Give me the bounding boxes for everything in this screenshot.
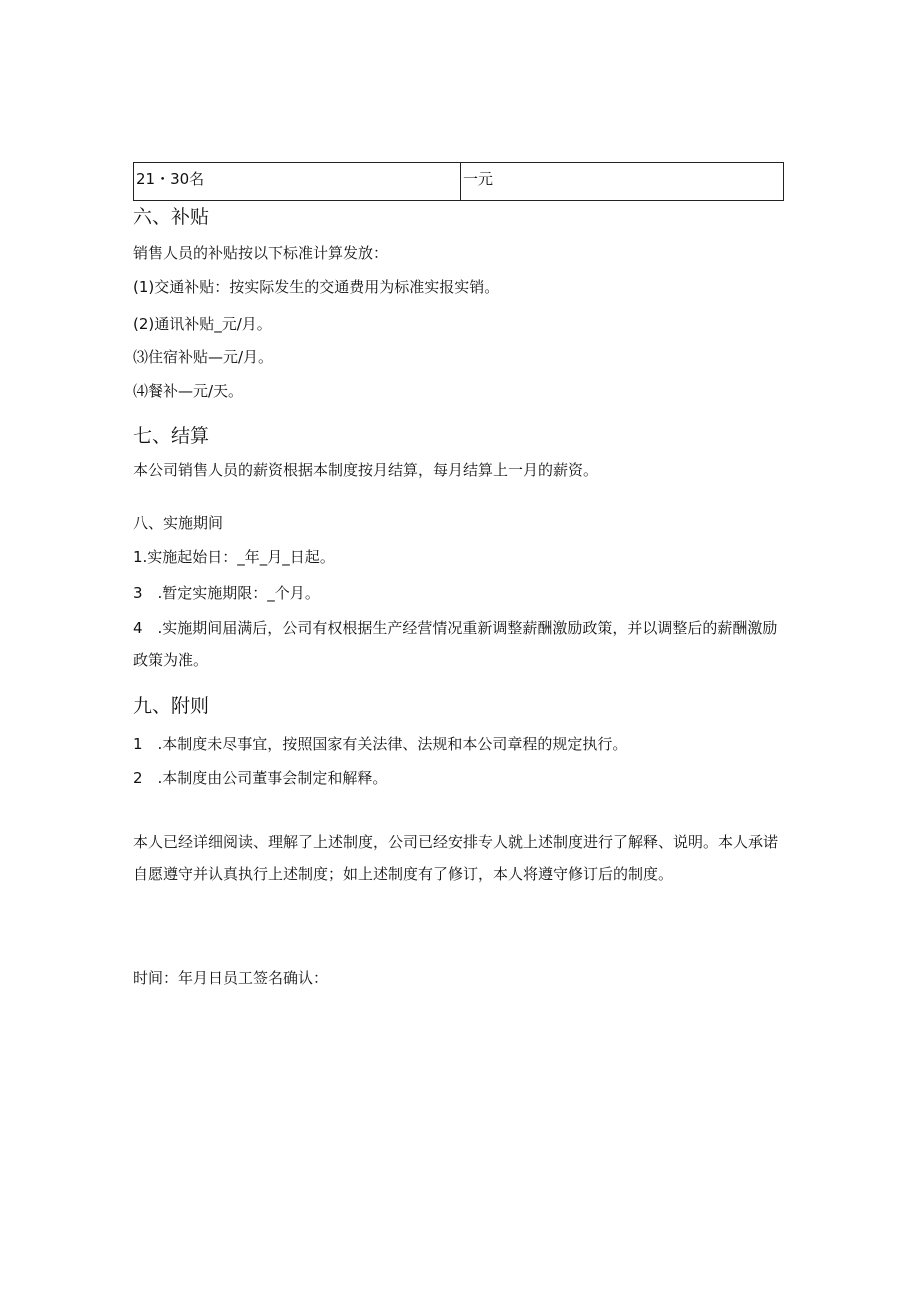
section-9-item-2: 2 .本制度由公司董事会制定和解释。 — [133, 769, 388, 787]
section-8-item-3: 4 .实施期间届满后，公司有权根据生产经营情况重新调整薪酬激励政策，并以调整后的薪酬激励政策为准。 — [133, 619, 778, 669]
table-cell-amount: 一元 — [461, 163, 784, 201]
section-6-heading: 六、补贴 — [133, 206, 210, 228]
section-8-item-2: 3 .暂定实施期限：_个月。 — [133, 584, 320, 602]
section-7-heading: 七、结算 — [133, 425, 210, 447]
section-6-item-2: (2)通讯补贴_元/月。 — [133, 315, 272, 333]
table-row — [134, 163, 784, 201]
section-6-intro: 销售人员的补贴按以下标准计算发放： — [133, 244, 389, 262]
section-9-heading: 九、附则 — [133, 695, 210, 717]
section-6-item-1: (1)交通补贴：按实际发生的交通费用为标准实报实销。 — [133, 278, 500, 296]
section-6-item-4: ⑷餐补—元/天。 — [133, 382, 244, 400]
section-8-heading: 八、实施期间 — [133, 514, 224, 532]
section-7-text: 本公司销售人员的薪资根据本制度按月结算，每月结算上一月的薪资。 — [133, 461, 599, 479]
table-cell-rank: 21・30名 — [134, 163, 461, 201]
section-9-item-1: 1 .本制度未尽事宜，按照国家有关法律、法规和本公司章程的规定执行。 — [133, 735, 628, 753]
reward-table — [133, 162, 784, 201]
section-8-item-1: 1.实施起始日：_年_月_日起。 — [133, 548, 335, 566]
signature-line: 时间：年月日员工签名确认： — [133, 969, 329, 987]
employee-statement: 本人已经详细阅读、理解了上述制度，公司已经安排专人就上述制度进行了解释、说明。本人承诺自愿遵守并认真执行上述制度；如上述制度有了修订，本人将遵守修订后的制度。 — [133, 833, 779, 883]
section-6-item-3: ⑶住宿补贴—元/月。 — [133, 348, 274, 366]
